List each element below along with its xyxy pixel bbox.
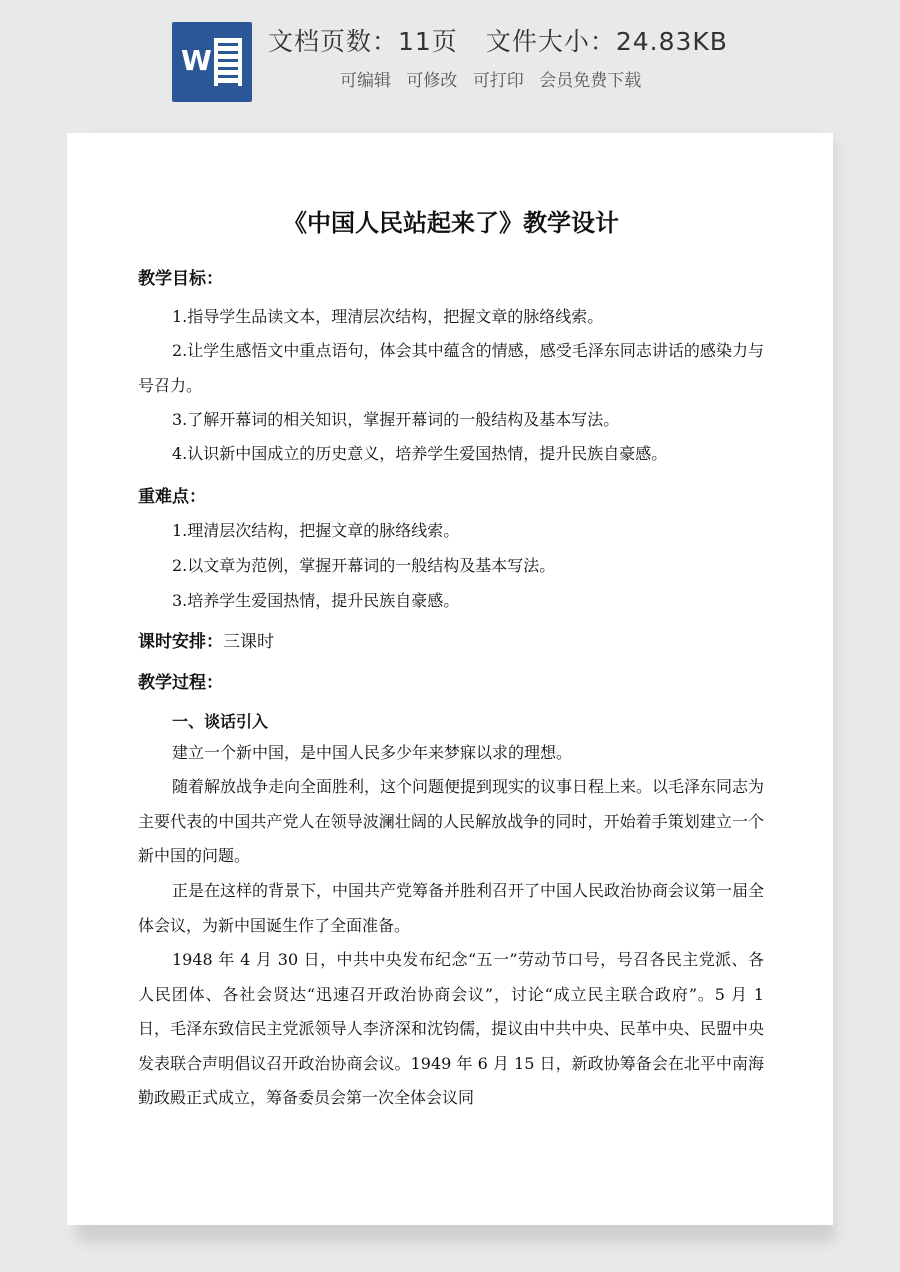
feature-modifiable: 可修改 xyxy=(406,71,458,91)
body-paragraph: 1948 年 4 月 30 日，中共中央发布纪念“五一”劳动节口号，号召各民主党派、各人民团体、各社会贤达“迅速召开政治协商会议”，讨论“成立民主联合政府”。5 月 1 日，毛泽东致信民主党派领导人李济深和沈钧儒，提议由中共中央、民革中央、民盟中央发表联合声明倡议召开政治协商会议。1949 年 6 月 15 日，新政协筹备会在北平中南海勤政殿正式成立，筹备委员会第一次全体会议同 xyxy=(138,950,764,1107)
goal-item: 1.指导学生品读文本，理清层次结构，把握文章的脉络线索。 xyxy=(172,307,604,326)
word-icon-letter: W xyxy=(181,44,212,77)
feature-list xyxy=(340,66,651,91)
word-document-icon xyxy=(172,22,252,102)
file-stats xyxy=(268,22,728,58)
goal-item: 4.认识新中国成立的历史意义，培养学生爱国热情，提升民族自豪感。 xyxy=(172,444,668,463)
document-title: 《中国人民站起来了》教学设计 xyxy=(283,209,619,237)
goals-heading: 教学目标： xyxy=(138,269,223,289)
file-size-label: 文件大小：24.83KB xyxy=(485,27,728,56)
schedule-line xyxy=(138,627,274,652)
process-heading: 教学过程： xyxy=(138,673,223,693)
key-point-item: 3.培养学生爱国热情，提升民族自豪感。 xyxy=(172,591,460,610)
page-count-label: 文档页数：11页 xyxy=(268,27,458,56)
key-points-heading: 重难点： xyxy=(138,487,206,507)
key-point-item: 2.以文章为范例，掌握开幕词的一般结构及基本写法。 xyxy=(172,556,556,575)
document-page xyxy=(67,133,833,1225)
body-paragraph: 随着解放战争走向全面胜利，这个问题便提到现实的议事日程上来。以毛泽东同志为主要代表的中国共产党人在领导波澜壮阔的人民解放战争的同时，开始着手策划建立一个新中国的问题。 xyxy=(138,777,765,865)
schedule-heading: 课时安排： xyxy=(138,632,223,652)
feature-free-download: 会员免费下载 xyxy=(539,71,642,91)
feature-printable: 可打印 xyxy=(472,71,524,91)
body-paragraph: 建立一个新中国，是中国人民多少年来梦寐以求的理想。 xyxy=(172,743,573,762)
feature-editable: 可编辑 xyxy=(340,71,391,91)
body-paragraph: 正是在这样的背景下，中国共产党筹备并胜利召开了中国人民政治协商会议第一届全体会议，为新中国诞生作了全面准备。 xyxy=(138,881,765,935)
goal-item: 2.让学生感悟文中重点语句，体会其中蕴含的情感，感受毛泽东同志讲话的感染力与号召力。 xyxy=(138,341,764,395)
goal-item: 3.了解开幕词的相关知识，掌握开幕词的一般结构及基本写法。 xyxy=(172,410,620,429)
schedule-value: 三课时 xyxy=(223,632,274,652)
section-heading: 一、谈话引入 xyxy=(172,712,269,731)
file-info-header xyxy=(0,0,900,120)
key-point-item: 1.理清层次结构，把握文章的脉络线索。 xyxy=(172,521,460,540)
